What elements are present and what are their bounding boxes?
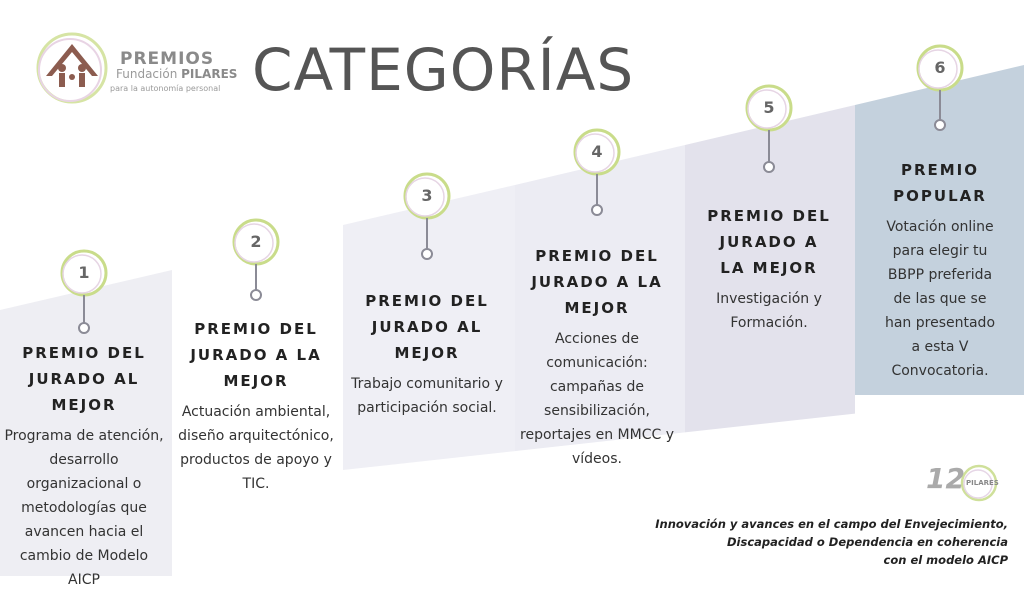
pin-dot-1 [79,323,89,333]
logo-premios: PREMIOS [120,49,215,69]
category-description-line: cambio de Modelo [19,548,149,564]
footer-line-2: Discapacidad o Dependencia en coherencia [727,535,1008,549]
logo-fundacion: Fundación PILARES [116,67,238,81]
category-title-5 [684,203,854,281]
category-description-line: Votación online [886,219,994,235]
category-title-line: JURADO A LA [531,273,663,291]
category-title-line: JURADO AL [371,318,483,336]
category-title-line: PREMIO DEL [707,207,831,225]
category-description-line: vídeos. [572,451,622,467]
category-description-line: reportajes en MMCC y [520,427,674,443]
category-description-line: organizacional o [26,476,142,492]
pin-dot-6 [935,120,945,130]
footer-line-1: Innovación y avances en el campo del Envejecimiento, [655,517,1008,531]
category-description-2 [170,400,342,496]
page-title: CATEGORÍAS [252,36,635,104]
category-title-line: MEJOR [564,299,630,317]
category-description-line: Actuación ambiental, [181,404,331,420]
category-description-line: Formación. [730,315,808,331]
category-number-2: 2 [250,232,262,251]
category-description-line: Programa de atención, [4,428,164,444]
category-title-line: MEJOR [223,372,289,390]
category-title-1 [0,340,168,418]
category-description-line: desarrollo [49,452,119,468]
category-title-4 [512,243,682,321]
category-description-line: comunicación: [546,355,648,371]
category-description-4 [511,327,683,471]
category-description-3 [341,372,513,420]
category-title-line: MEJOR [394,344,460,362]
category-title-6 [860,157,1020,209]
category-description-line: de las que se [893,291,987,307]
category-description-1 [0,424,170,592]
category-number-3: 3 [421,186,433,205]
category-description-line: avancen hacia el [24,524,144,540]
anniversary-label: PILARES [966,479,999,487]
category-description-line: Convocatoria. [891,363,989,379]
category-title-line: PREMIO DEL [194,320,318,338]
pilares-logo-icon [30,28,114,108]
category-description-line: Trabajo comunitario y [351,376,503,392]
category-number-6: 6 [934,58,946,77]
category-description-line: Acciones de [555,331,639,347]
category-description-line: BBPP preferida [887,267,993,283]
footer-line-3: con el modelo AICP [883,553,1008,567]
category-description-line: sensibilización, [544,403,650,419]
category-description-line: Investigación y [716,291,822,307]
category-title-line: PREMIO DEL [535,247,659,265]
category-title-3 [342,288,512,366]
category-description-line: para elegir tu [892,243,988,259]
category-title-2 [171,316,341,394]
logo-tagline: para la autonomía personal [110,84,221,93]
footer-text [655,515,1008,569]
category-title-line: PREMIO DEL [365,292,489,310]
category-description-line: campañas de [549,379,645,395]
category-title-line: MEJOR [51,396,117,414]
category-number-4: 4 [591,142,603,161]
category-description-6 [860,215,1020,383]
category-title-line: LA MEJOR [720,259,818,277]
pin-dot-3 [422,249,432,259]
anniversary-number: 12 [926,462,965,495]
category-description-line: a esta V [911,339,969,355]
category-description-line: han presentado [884,315,996,331]
pin-dot-2 [251,290,261,300]
category-title-line: JURADO AL [28,370,140,388]
category-description-line: TIC. [242,476,270,492]
category-number-5: 5 [763,98,775,117]
category-description-line: participación social. [357,400,497,416]
category-description-line: metodologías que [21,500,147,516]
category-description-line: diseño arquitectónico, [178,428,334,444]
category-title-line: POPULAR [893,187,987,205]
category-title-line: JURADO A LA [190,346,322,364]
category-title-line: PREMIO [900,161,980,179]
category-description-line: productos de apoyo y [180,452,332,468]
category-number-1: 1 [78,263,90,282]
category-description-line: AICP [68,572,100,588]
pin-dot-4 [592,205,602,215]
category-title-line: PREMIO DEL [22,344,146,362]
category-title-line: JURADO A [719,233,819,251]
pin-dot-5 [764,162,774,172]
category-description-5 [683,287,855,335]
